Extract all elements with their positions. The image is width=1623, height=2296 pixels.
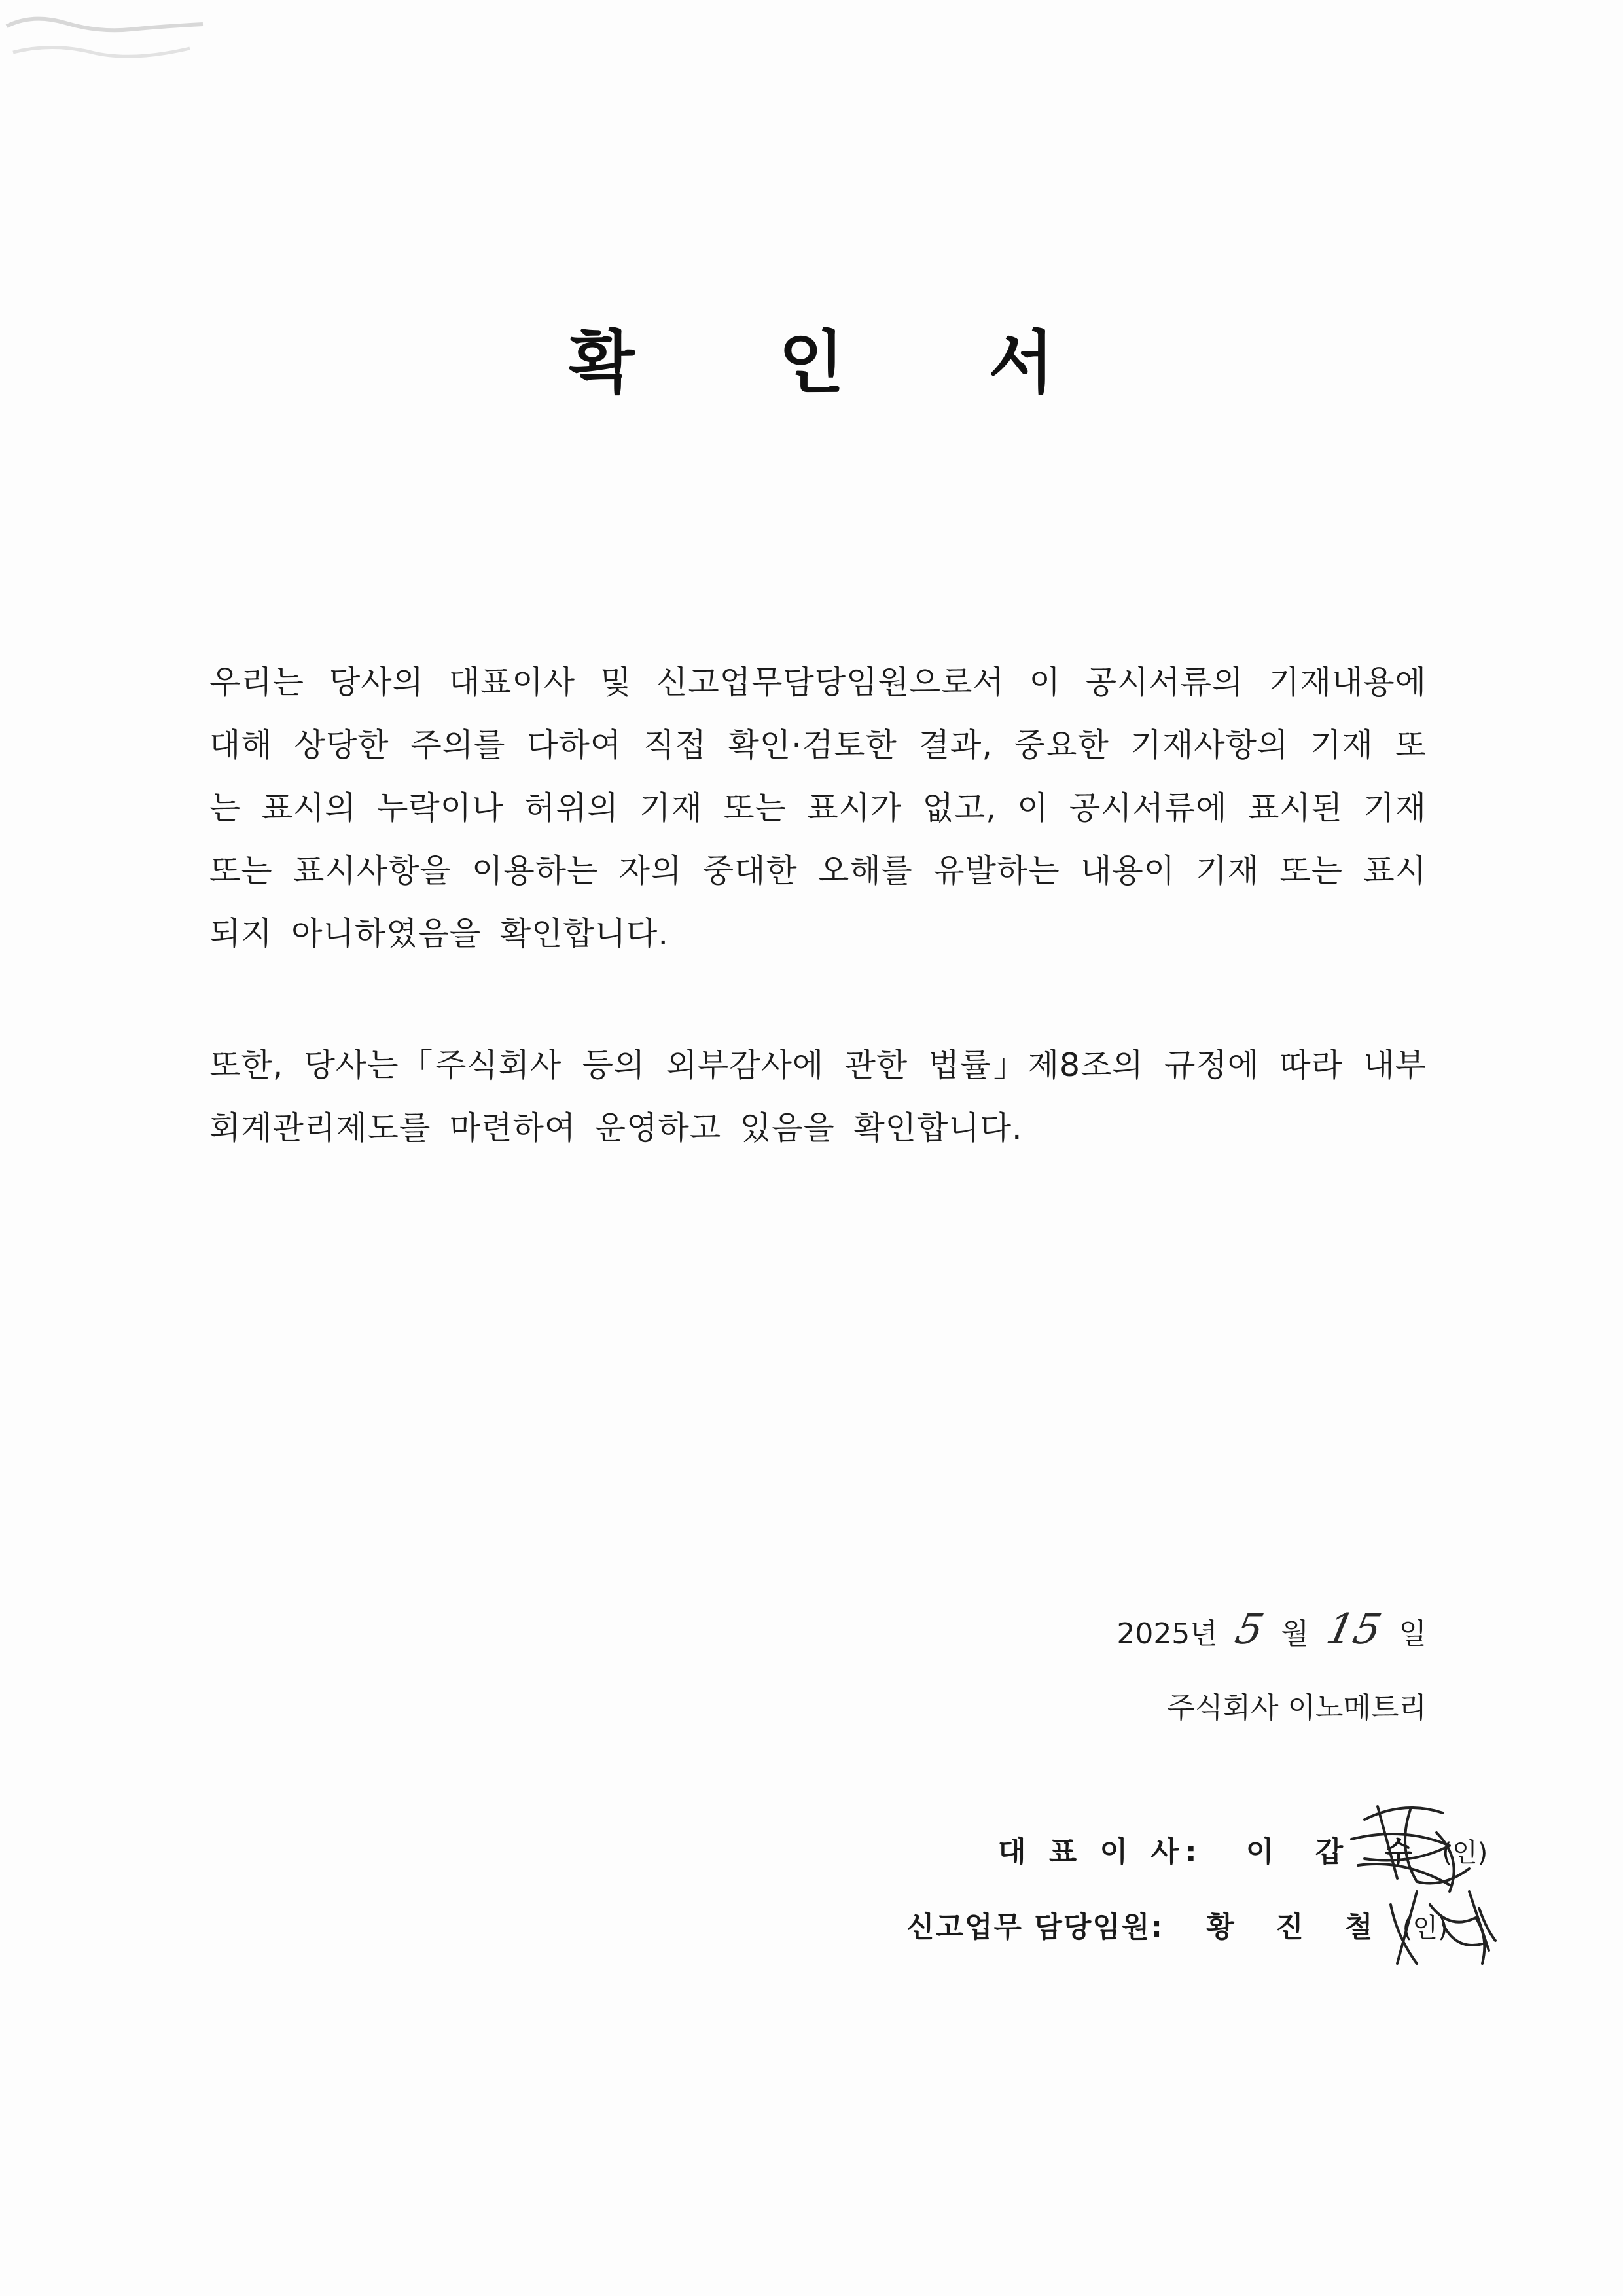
date-day-handwritten: 15 (1322, 1605, 1386, 1654)
officer-seal-mark: (인) (1402, 1913, 1448, 1943)
confirmation-paragraph: 우리는 당사의 대표이사 및 신고업무담당임원으로서 이 공시서류의 기재내용에 대해 상당한 주의를 다하여 직접 확인·검토한 결과, 중요한 기재사항의 기재 또는 표시의 누락이나 허위의 기재 또는 표시가 없고, 이 공시서류에 표시된 기재 또는 표시사항을 이용하는 자의 중대한 오해를 유발하는 내용이 기재 또는 표시되지 아니하였음을 확인합니다. (209, 664, 1427, 952)
officer-role-label: 신고업무 담당임원: (906, 1910, 1164, 1944)
date-month-handwritten: 5 (1230, 1605, 1268, 1654)
company-name: 주식회사 이노메트리 (1167, 1691, 1427, 1725)
date-year: 2025년 (1116, 1617, 1218, 1651)
internal-control-paragraph: 또한, 당사는「주식회사 등의 외부감사에 관한 법률」제8조의 규정에 따라 내부회계관리제도를 마련하여 운영하고 있음을 확인합니다. (209, 1047, 1427, 1147)
ceo-name: 이 갑 수 (1245, 1835, 1429, 1869)
scan-smudge (0, 0, 216, 92)
document-title: 확 인 서 (569, 323, 1115, 403)
date-month-unit: 월 (1281, 1617, 1310, 1651)
handwritten-signature (1338, 1793, 1502, 1990)
ceo-role-label: 대 표 이 사: (998, 1835, 1204, 1869)
date-day-unit: 일 (1399, 1617, 1427, 1651)
officer-name: 황 진 철 (1206, 1910, 1389, 1944)
signing-date (1116, 1607, 1427, 1657)
ceo-seal-mark: (인) (1442, 1838, 1488, 1868)
